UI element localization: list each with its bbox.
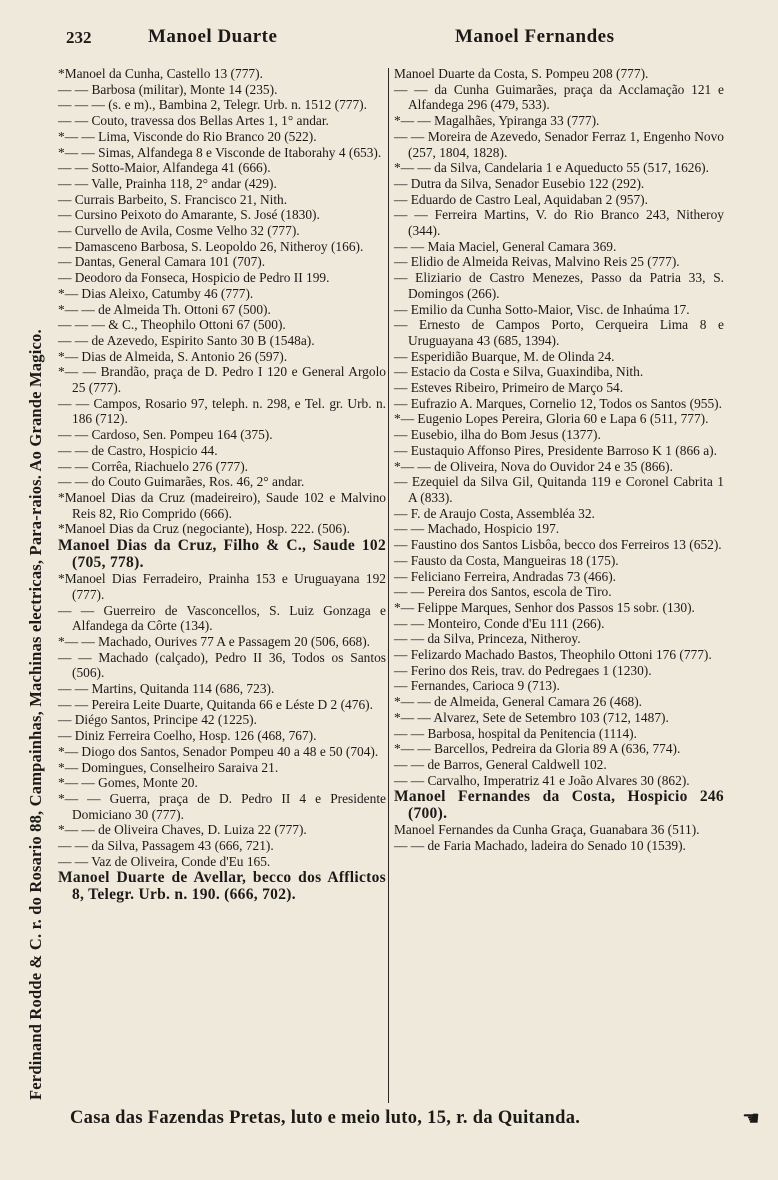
directory-entry: — Curvello de Avila, Cosme Velho 32 (777). [58, 223, 300, 239]
directory-entry: *— — Barcellos, Pedreira da Gloria 89 A (636, 774). [394, 741, 681, 757]
directory-entry: — — Pereira dos Santos, escola de Tiro. [394, 584, 612, 600]
directory-entry: — Dutra da Silva, Senador Eusebio 122 (292). [394, 175, 645, 191]
directory-entry: *Manoel Dias da Cruz (madeireiro), Saude 102 e Malvino Reis 82, Rio Comprido (666). [58, 489, 386, 521]
directory-entry: — Eustaquio Affonso Pires, Presidente Barroso K 1 (866 a). [394, 442, 717, 458]
directory-entry: — Eliziario de Castro Menezes, Passo da Patria 33, S. Domingos (266). [394, 270, 724, 301]
directory-entry: — — da Silva, Passagem 43 (666, 721). [58, 838, 274, 854]
footer-advertisement: Casa das Fazendas Pretas, luto e meio luto, 15, r. da Quitanda. [70, 1108, 581, 1128]
directory-entry: *— — da Silva, Candelaria 1 e Aqueducto 55 (517, 1626). [394, 160, 709, 176]
sidebar-advertisement [26, 40, 54, 1120]
directory-entry: — — Martins, Quitanda 114 (686, 723). [58, 681, 275, 697]
directory-entry: — — Barbosa (militar), Monte 14 (235). [58, 81, 278, 97]
directory-entry: Manoel Dias da Cruz, Filho & C., Saude 102 (705, 778). [58, 537, 386, 572]
directory-entry: — Eusebio, ilha do Bom Jesus (1377). [394, 427, 601, 443]
directory-entry: *— — de Almeida, General Camara 26 (468). [394, 694, 643, 710]
directory-entry: — — Barbosa, hospital da Penitencia (1114). [394, 725, 637, 741]
page-number: 232 [66, 28, 92, 47]
directory-entry: — Currais Barbeito, S. Francisco 21, Nith. [58, 191, 288, 207]
directory-entry: — — — & C., Theophilo Ottoni 67 (500). [58, 317, 286, 333]
directory-entry: *— Felippe Marques, Senhor dos Passos 15 sobr. (130). [394, 599, 695, 615]
directory-entry: — Ezequiel da Silva Gil, Quitanda 119 e Coronel Cabrita 1 A (833). [394, 474, 724, 505]
pointing-hand-icon: ☚ [742, 1108, 760, 1130]
directory-entry: *— Diogo dos Santos, Senador Pompeu 40 a 48 e 50 (704). [58, 743, 379, 759]
directory-entry: *— — Simas, Alfandega 8 e Visconde de Itaborahy 4 (653). [58, 144, 382, 160]
directory-entry: — — Couto, travessa dos Bellas Artes 1, 1° andar. [58, 113, 329, 129]
directory-entry: — Ferino dos Reis, trav. do Pedregaes 1 (1230). [394, 662, 652, 678]
directory-entry: — — Moreira de Azevedo, Senador Ferraz 1, Engenho Novo (257, 1804, 1828). [394, 128, 724, 160]
directory-entry: — Eufrazio A. Marques, Cornelio 12, Todos os Santos (955). [394, 395, 722, 411]
sidebar-advertisement-text: Ferdinand Rodde & C. r. do Rosario 88, Campainhas, Machinas electricas, Para-raios. Ao Grande Magico. [26, 329, 45, 1100]
directory-entry: — Damasceno Barbosa, S. Leopoldo 26, Nitheroy (166). [58, 238, 364, 254]
directory-entry: — Emilio da Cunha Sotto-Maior, Visc. de Inhaúma 17. [394, 301, 690, 317]
directory-entry: — — Sotto-Maior, Alfandega 41 (666). [58, 160, 271, 176]
running-head-left: Manoel Duarte [148, 26, 278, 47]
directory-entry: *— Dias de Almeida, S. Antonio 26 (597). [58, 348, 288, 364]
directory-entry: — — de Azevedo, Espirito Santo 30 B (1548a). [58, 332, 315, 348]
directory-entry: Manoel Duarte de Avellar, becco dos Afflictos 8, Telegr. Urb. n. 190. (666, 702). [58, 869, 386, 904]
directory-entry: — Eduardo de Castro Leal, Aquidaban 2 (957). [394, 191, 648, 207]
running-head-right: Manoel Fernandes [455, 26, 615, 47]
directory-entry: — Diégo Santos, Principe 42 (1225). [58, 712, 257, 728]
directory-entry: — Elidio de Almeida Reivas, Malvino Reis 25 (777). [394, 254, 680, 270]
directory-entry: *— — Guerra, praça de D. Pedro II 4 e Presidente Domiciano 30 (777). [58, 790, 386, 822]
directory-entry: — — Valle, Prainha 118, 2° andar (429). [58, 175, 277, 191]
directory-entry: *— — Magalhães, Ypiranga 33 (777). [394, 113, 600, 129]
directory-entry: Manoel Fernandes da Cunha Graça, Guanabara 36 (511). [394, 822, 700, 838]
directory-entry: — Esperidião Buarque, M. de Olinda 24. [394, 348, 615, 364]
directory-entry: — Cursino Peixoto do Amarante, S. José (1830). [58, 207, 320, 223]
directory-entry: — Felizardo Machado Bastos, Theophilo Ottoni 176 (777). [394, 647, 712, 663]
directory-entry: — — Monteiro, Conde d'Eu 111 (266). [394, 615, 605, 631]
directory-entry: — — — (s. e m)., Bambina 2, Telegr. Urb. n. 1512 (777). [58, 97, 367, 113]
directory-entry: *Manoel Dias da Cruz (negociante), Hosp. 222. (506). [58, 521, 350, 537]
directory-entry: *— — Machado, Ourives 77 A e Passagem 20 (506, 668). [58, 633, 371, 649]
directory-entry: — Diniz Ferreira Coelho, Hosp. 126 (468, 767). [58, 728, 317, 744]
directory-entry: *— — de Oliveira Chaves, D. Luiza 22 (777). [58, 822, 307, 838]
directory-entry: — — Carvalho, Imperatriz 41 e João Alvares 30 (862). [394, 772, 690, 788]
directory-entry: *— Dias Aleixo, Catumby 46 (777). [58, 285, 254, 301]
directory-entry: — — Corrêa, Riachuelo 276 (777). [58, 458, 249, 474]
directory-entry: — Estacio da Costa e Silva, Guaxindiba, Nith. [394, 364, 644, 380]
directory-entry: *— — de Oliveira, Nova do Ouvidor 24 e 35 (866). [394, 458, 673, 474]
directory-entry: *Manoel Dias Ferradeiro, Prainha 153 e Uruguayana 192 (777). [58, 571, 386, 602]
directory-entry: — Fausto da Costa, Mangueiras 18 (175). [394, 552, 619, 568]
column-divider [388, 68, 389, 1103]
directory-entry: — F. de Araujo Costa, Assembléa 32. [394, 505, 595, 521]
directory-entry: Manoel Duarte da Costa, S. Pompeu 208 (777). [394, 66, 649, 81]
directory-entry: — — Maia Maciel, General Camara 369. [394, 238, 617, 254]
directory-entry: — — do Couto Guimarães, Ros. 46, 2° andar. [58, 474, 305, 490]
directory-entry: — Faustino dos Santos Lisbôa, becco dos Ferreiros 13 (652). [394, 537, 722, 553]
directory-entry: — Deodoro da Fonseca, Hospicio de Pedro II 199. [58, 270, 330, 286]
directory-entry: — — Campos, Rosario 97, teleph. n. 298, e Tel. gr. Urb. n. 186 (712). [58, 395, 386, 427]
directory-entry: Manoel Fernandes da Costa, Hospicio 246 (700). [394, 788, 724, 823]
directory-entry: — — de Faria Machado, ladeira do Senado 10 (1539). [394, 838, 686, 854]
directory-entry: *— — Gomes, Monte 20. [58, 775, 198, 791]
directory-entry: *— Domingues, Conselheiro Saraiva 21. [58, 759, 279, 775]
directory-entry: — — Machado, Hospicio 197. [394, 521, 560, 537]
directory-entry: — — Machado (calçado), Pedro II 36, Todos os Santos (506). [58, 649, 386, 681]
directory-entry: — — de Castro, Hospicio 44. [58, 442, 218, 458]
directory-entry: — Fernandes, Carioca 9 (713). [394, 678, 560, 694]
directory-entry: *— Eugenio Lopes Pereira, Gloria 60 e Lapa 6 (511, 777). [394, 411, 709, 427]
right-column [394, 66, 724, 854]
directory-entry: — — Cardoso, Sen. Pompeu 164 (375). [58, 427, 273, 443]
directory-entry: — Dantas, General Camara 101 (707). [58, 254, 266, 270]
directory-entry: — — da Cunha Guimarães, praça da Acclamação 121 e Alfandega 296 (479, 533). [394, 81, 724, 113]
directory-entry: — — Ferreira Martins, V. do Rio Branco 243, Nitheroy (344). [394, 207, 724, 239]
directory-entry: *— — Lima, Visconde do Rio Branco 20 (522). [58, 128, 317, 144]
directory-entry: — Ernesto de Campos Porto, Cerqueira Lima 8 e Uruguayana 43 (685, 1394). [394, 317, 724, 348]
directory-entry: — — Vaz de Oliveira, Conde d'Eu 165. [58, 853, 271, 869]
left-column [58, 66, 386, 903]
directory-entry: — — da Silva, Princeza, Nitheroy. [394, 631, 581, 647]
directory-entry: — — Guerreiro de Vasconcellos, S. Luiz Gonzaga e Alfandega da Côrte (134). [58, 602, 386, 634]
directory-entry: — Esteves Ribeiro, Primeiro de Março 54. [394, 380, 624, 396]
directory-entry: *— — de Almeida Th. Ottoni 67 (500). [58, 301, 271, 317]
directory-entry: *— — Alvarez, Sete de Setembro 103 (712, 1487). [394, 709, 669, 725]
directory-entry: *— — Brandão, praça de D. Pedro I 120 e General Argolo 25 (777). [58, 364, 386, 396]
directory-entry: — — Pereira Leite Duarte, Quitanda 66 e Léste D 2 (476). [58, 696, 373, 712]
directory-entry: *Manoel da Cunha, Castello 13 (777). [58, 66, 263, 81]
directory-entry: — Feliciano Ferreira, Andradas 73 (466). [394, 568, 616, 584]
directory-entry: — — de Barros, General Caldwell 102. [394, 756, 607, 772]
